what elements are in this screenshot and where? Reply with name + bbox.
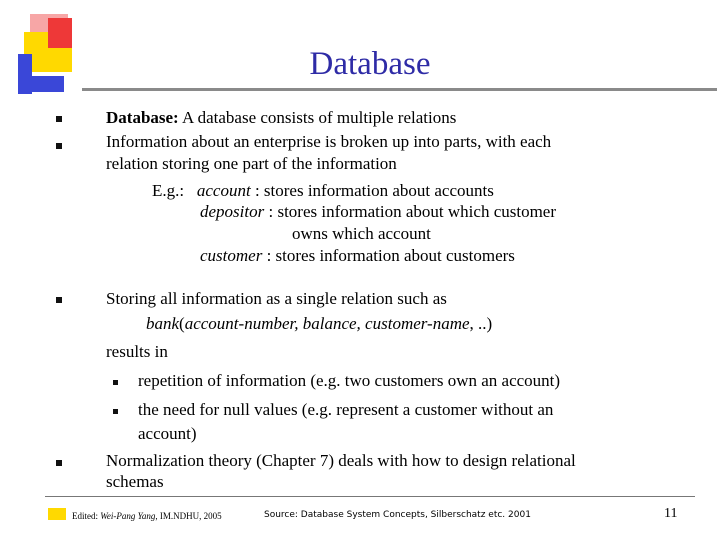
footer-source: Source: Database System Concepts, Silberschatz etc. 2001 xyxy=(264,510,531,520)
relation-name: bank xyxy=(146,314,180,333)
sub-bullet-null-values-line1: the need for null values (e.g. represent a customer without an xyxy=(138,400,554,419)
bullet-marker xyxy=(56,116,62,122)
slide-title: Database xyxy=(309,46,431,82)
term-depositor: depositor xyxy=(200,202,265,221)
bullet-normalization-line1: Normalization theory (Chapter 7) deals with how to design relational xyxy=(106,451,576,470)
bullet-marker xyxy=(56,460,62,466)
edited-label: Edited: xyxy=(72,511,101,521)
example-depositor-cont: owns which account xyxy=(292,224,431,243)
sub-bullet-repetition: repetition of information (e.g. two customers own an account) xyxy=(138,371,561,390)
bullet-marker xyxy=(56,297,62,303)
sub-bullet-marker xyxy=(113,380,118,385)
customer-desc: : stores information about customers xyxy=(262,246,515,265)
footer-marker xyxy=(48,508,66,520)
term-account: account xyxy=(196,181,251,200)
sub-bullet-marker xyxy=(113,409,118,414)
bullet-normalization-line2: schemas xyxy=(106,472,164,491)
bullet-database-definition xyxy=(106,108,456,128)
example-account xyxy=(152,181,494,201)
bullet-marker xyxy=(56,143,62,149)
example-customer xyxy=(200,246,515,266)
schema-open: ( xyxy=(179,314,185,333)
bullet-enterprise-line2: relation storing one part of the information xyxy=(106,154,397,173)
bullet-enterprise-line1: Information about an enterprise is broken up into parts, with each xyxy=(106,132,552,151)
sub-bullet-null-values-line2: account) xyxy=(138,424,197,443)
bank-schema xyxy=(146,314,492,334)
definition-text: A database consists of multiple relations xyxy=(178,108,457,127)
schema-attributes: account-number, balance, customer-name xyxy=(184,314,470,333)
term-customer: customer xyxy=(200,246,263,265)
title-divider xyxy=(82,88,717,91)
editor-name: Wei-Pang Yang xyxy=(100,511,156,521)
schema-close: , ..) xyxy=(469,314,493,333)
bullet-single-relation: Storing all information as a single relation such as xyxy=(106,289,447,308)
results-in: results in xyxy=(106,342,168,361)
page-number: 11 xyxy=(664,506,678,521)
eg-label: E.g.: xyxy=(152,181,185,200)
footer-edited xyxy=(72,511,222,521)
depositor-desc: : stores information about which customer xyxy=(264,202,557,221)
account-desc: : stores information about accounts xyxy=(250,181,494,200)
editor-affiliation: , IM.NDHU, 2005 xyxy=(155,511,222,521)
example-depositor xyxy=(200,202,556,222)
term-database: Database: xyxy=(106,108,179,127)
footer-divider xyxy=(45,496,695,497)
